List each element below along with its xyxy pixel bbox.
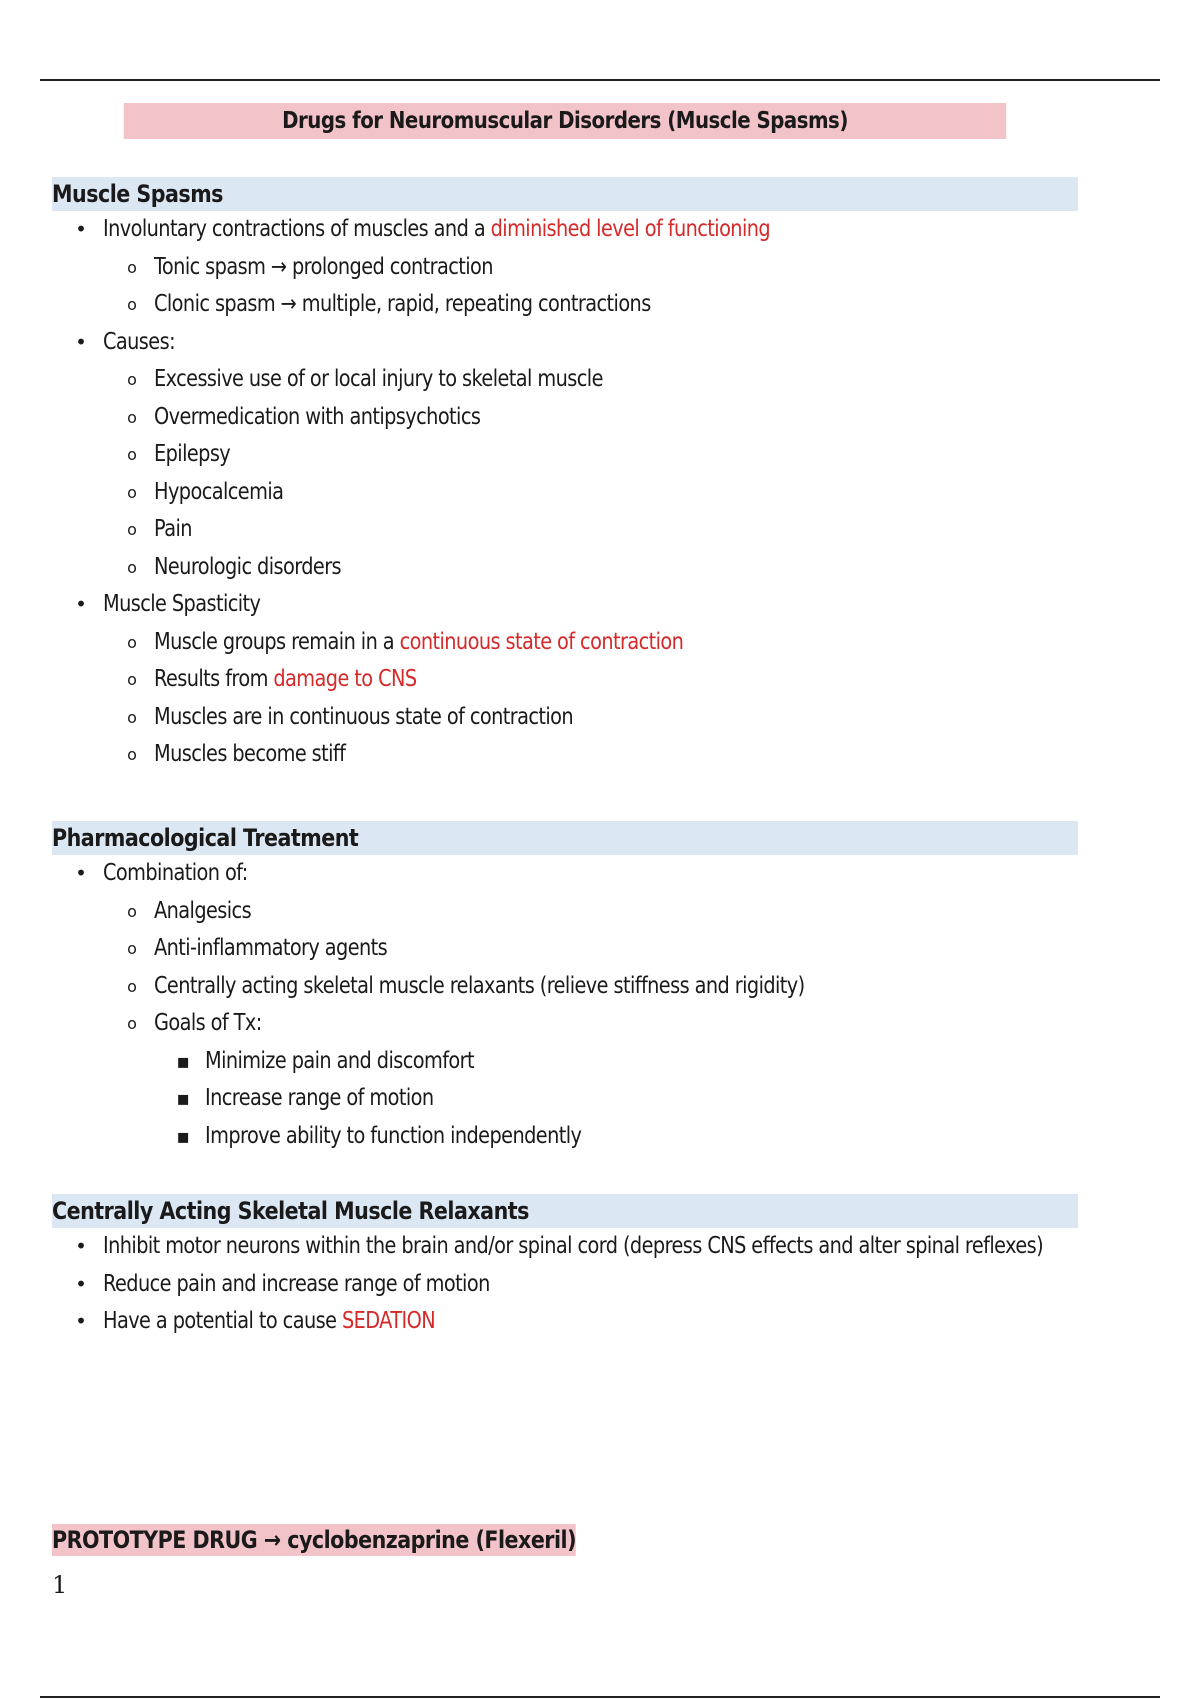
square-bullet-icon: ▪ xyxy=(176,1048,190,1073)
circle-bullet-icon: o xyxy=(127,295,137,314)
circle-bullet-icon: o xyxy=(127,939,137,958)
circle-bullet-icon: o xyxy=(127,557,137,577)
section-centrally-acting-relaxants xyxy=(52,1194,1078,1341)
emphasis-text: damage to CNS xyxy=(273,666,417,692)
list-item: o Muscles become stiff xyxy=(103,736,1078,774)
bullet-icon: • xyxy=(75,861,87,885)
list-item: o Anti-inflammatory agents xyxy=(103,930,1078,968)
list-item: o Tonic spasm → prolonged contraction xyxy=(103,249,1078,287)
circle-bullet-icon: o xyxy=(127,670,137,689)
bullet-icon: • xyxy=(75,1309,87,1333)
circle-bullet-icon: o xyxy=(127,370,137,389)
circle-bullet-icon: o xyxy=(127,445,137,464)
page-number: 1 xyxy=(52,1571,68,1599)
circle-bullet-icon: o xyxy=(127,482,137,502)
bullet-icon: • xyxy=(75,329,87,354)
list-item: • Reduce pain and increase range of motion xyxy=(52,1266,1078,1304)
list-item: o Excessive use of or local injury to skeletal muscle xyxy=(103,361,1078,399)
list-item: o Pain xyxy=(103,511,1078,549)
list-item: • Combination of: o Analgesics o Anti-inflammatory agents o Centrally acting skeletal muscle relaxants (relieve stiffness and rigidity) o Goals of Tx: ▪ Minimize pain and discomfort ▪ Increase range of motion ▪ Improve ability to function independently xyxy=(52,855,1078,1155)
list-item: o Overmedication with antipsychotics xyxy=(103,399,1078,437)
prototype-drug-heading: PROTOTYPE DRUG → cyclobenzaprine (Flexeril) xyxy=(52,1526,577,1554)
list-item: ▪ Improve ability to function independently xyxy=(154,1118,1078,1156)
prototype-drug-name: cyclobenzaprine (Flexeril) xyxy=(287,1526,577,1554)
bullet-icon: • xyxy=(75,592,87,616)
section-pharmacological-treatment xyxy=(52,821,1078,1155)
bullet-icon: • xyxy=(75,217,87,241)
bullet-list xyxy=(52,211,1078,774)
circle-bullet-icon: o xyxy=(127,257,137,277)
list-item: o Goals of Tx: ▪ Minimize pain and discomfort ▪ Increase range of motion ▪ Improve ability to function independently xyxy=(103,1005,1078,1155)
circle-bullet-icon: o xyxy=(127,901,137,921)
list-item: o Hypocalcemia xyxy=(103,474,1078,512)
section-heading: Muscle Spasms xyxy=(52,177,1078,211)
section-heading: Centrally Acting Skeletal Muscle Relaxants xyxy=(52,1194,1078,1228)
list-item: ▪ Minimize pain and discomfort xyxy=(154,1043,1078,1081)
circle-bullet-icon: o xyxy=(127,407,137,427)
document-title: Drugs for Neuromuscular Disorders (Muscle Spasms) xyxy=(124,103,1006,139)
list-item: o Muscles are in continuous state of contraction xyxy=(103,699,1078,737)
circle-bullet-icon: o xyxy=(127,1014,137,1033)
square-bullet-icon: ▪ xyxy=(176,1086,190,1110)
section-muscle-spasms xyxy=(52,177,1078,774)
circle-bullet-icon: o xyxy=(127,976,137,996)
top-rule xyxy=(40,79,1160,81)
list-item: • Inhibit motor neurons within the brain and/or spinal cord (depress CNS effects and alter spinal reflexes) xyxy=(52,1228,1078,1266)
list-item: o Epilepsy xyxy=(103,436,1078,474)
bullet-list xyxy=(52,855,1078,1155)
square-bullet-icon: ▪ xyxy=(176,1123,190,1148)
emphasis-text: diminished level of functioning xyxy=(490,216,771,242)
list-item: o Centrally acting skeletal muscle relaxants (relieve stiffness and rigidity) xyxy=(103,968,1078,1006)
section-heading: Pharmacological Treatment xyxy=(52,821,1078,855)
list-item: o Analgesics xyxy=(103,893,1078,931)
bullet-icon: • xyxy=(75,1271,87,1296)
list-item: • Muscle Spasticity o Muscle groups remain in a continuous state of contraction o Results from damage to CNS o Muscles are in continuous state of contraction o Muscles become stiff xyxy=(52,586,1078,774)
circle-bullet-icon: o xyxy=(127,745,137,764)
bullet-list xyxy=(52,1228,1078,1341)
circle-bullet-icon: o xyxy=(127,632,137,652)
list-item: ▪ Increase range of motion xyxy=(154,1080,1078,1118)
list-item: o Clonic spasm → multiple, rapid, repeating contractions xyxy=(103,286,1078,324)
circle-bullet-icon: o xyxy=(127,520,137,539)
bullet-icon: • xyxy=(75,1234,87,1258)
emphasis-text: SEDATION xyxy=(341,1308,436,1334)
circle-bullet-icon: o xyxy=(127,707,137,727)
bottom-rule xyxy=(40,1696,1160,1698)
list-item: o Muscle groups remain in a continuous state of contraction xyxy=(103,624,1078,662)
list-item: o Results from damage to CNS xyxy=(103,661,1078,699)
emphasis-text: continuous state of contraction xyxy=(399,628,684,655)
list-item: o Neurologic disorders xyxy=(103,549,1078,587)
list-item: • Causes: o Excessive use of or local injury to skeletal muscle o Overmedication with antipsychotics o Epilepsy o Hypocalcemia o Pain o Neurologic disorders xyxy=(52,324,1078,587)
list-item: • Involuntary contractions of muscles and a diminished level of functioning o Tonic spasm → prolonged contraction o Clonic spasm → multiple, rapid, repeating contractions xyxy=(52,211,1078,324)
list-item: • Have a potential to cause SEDATION xyxy=(52,1303,1078,1341)
